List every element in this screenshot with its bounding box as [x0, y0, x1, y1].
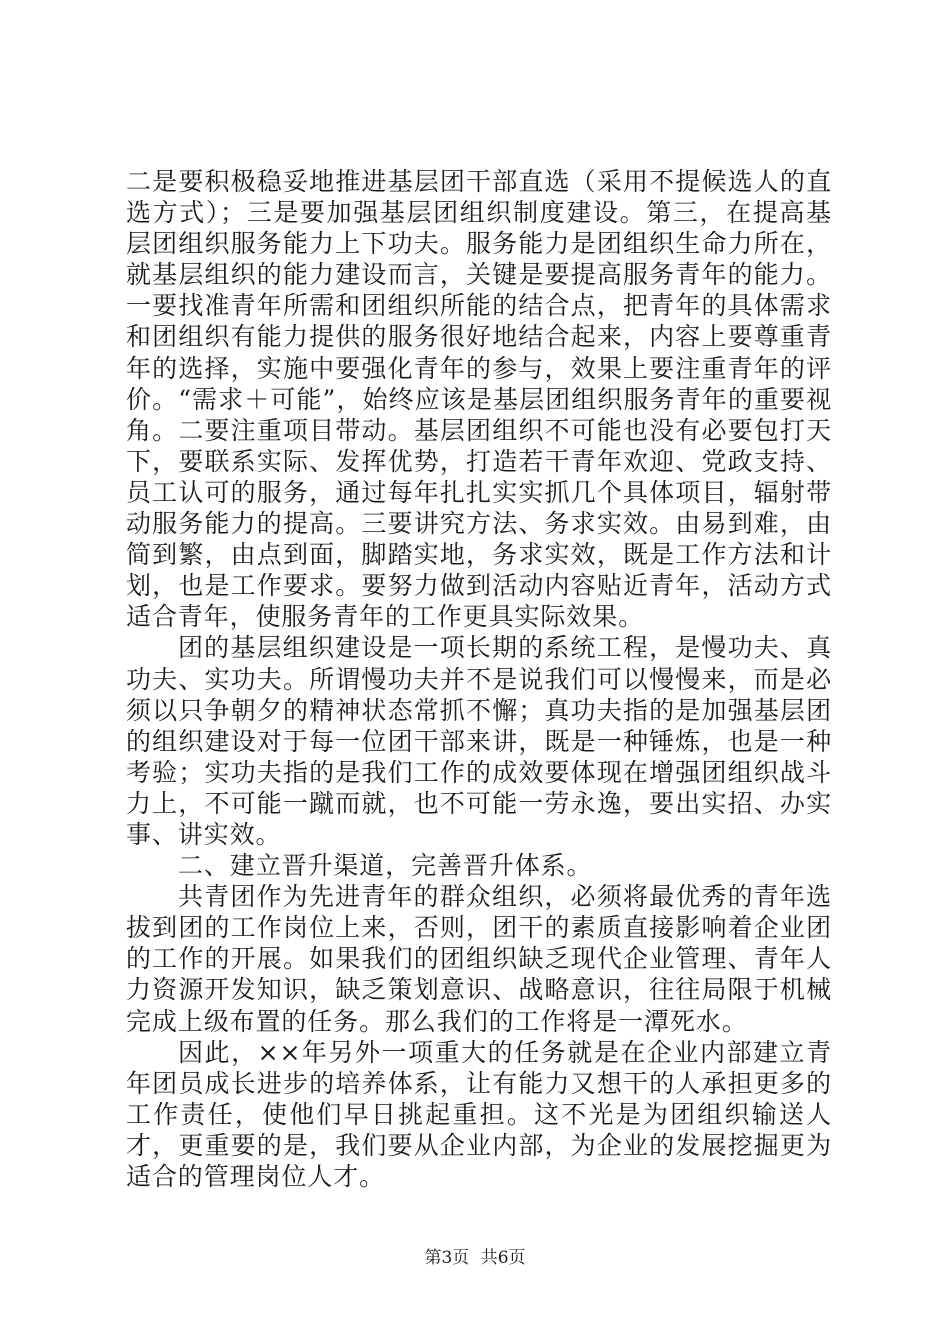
- document-body: [126, 166, 832, 1192]
- section-heading: 二、建立晋升渠道，完善晋升体系。: [178, 851, 593, 881]
- page-footer: [0, 1243, 950, 1268]
- paragraph-2: 团的基层组织建设是一项长期的系统工程，是慢功夫、真功夫、实功夫。所谓慢功夫并不是说我们可以慢慢来，而是必须以只争朝夕的精神状态常抓不懈；真功夫指的是加强基层团的组织建设对于每一位团干部来讲，既是一种锤炼，也是一种考验；实功夫指的是我们工作的成效要体现在增强团组织战斗力上，不可能一蹴而就，也不可能一劳永逸，要出实招、办实事、讲实效。: [126, 633, 832, 849]
- page-total: 共6页: [480, 1248, 526, 1268]
- page-number: 第3页: [424, 1248, 470, 1268]
- paragraph-3: 共青团作为先进青年的群众组织，必须将最优秀的青年选拔到团的工作岗位上来，否则，团干的素质直接影响着企业团的工作的开展。如果我们的团组织缺乏现代企业管理、青年人力资源开发知识，缺乏策划意识、战略意识，往往局限于机械完成上级布置的任务。那么我们的工作将是一潭死水。: [126, 882, 832, 1036]
- paragraph-4: 因此，××年另外一项重大的任务就是在企业内部建立青年团员成长进步的培养体系，让有能力又想干的人承担更多的工作责任，使他们早日挑起重担。这不光是为团组织输送人才，更重要的是，我们要从企业内部，为企业的发展挖掘更为适合的管理岗位人才。: [126, 1037, 832, 1191]
- paragraph-1: 二是要积极稳妥地推进基层团干部直选（采用不提候选人的直选方式）；三是要加强基层团组织制度建设。第三，在提高基层团组织服务能力上下功夫。服务能力是团组织生命力所在，就基层组织的能力建设而言，关键是要提高服务青年的能力。一要找准青年所需和团组织所能的结合点，把青年的具体需求和团组织有能力提供的服务很好地结合起来，内容上要尊重青年的选择，实施中要强化青年的参与，效果上要注重青年的评价。“需求＋可能”，始终应该是基层团组织服务青年的重要视角。二要注重项目带动。基层团组织不可能也没有必要包打天下，要联系实际、发挥优势，打造若干青年欢迎、党政支持、员工认可的服务，通过每年扎扎实实抓几个具体项目，辐射带动服务能力的提高。三要讲究方法、务求实效。由易到难，由简到繁，由点到面，脚踏实地，务求实效，既是工作方法和计划，也是工作要求。要努力做到活动内容贴近青年，活动方式适合青年，使服务青年的工作更具实际效果。: [126, 167, 832, 632]
